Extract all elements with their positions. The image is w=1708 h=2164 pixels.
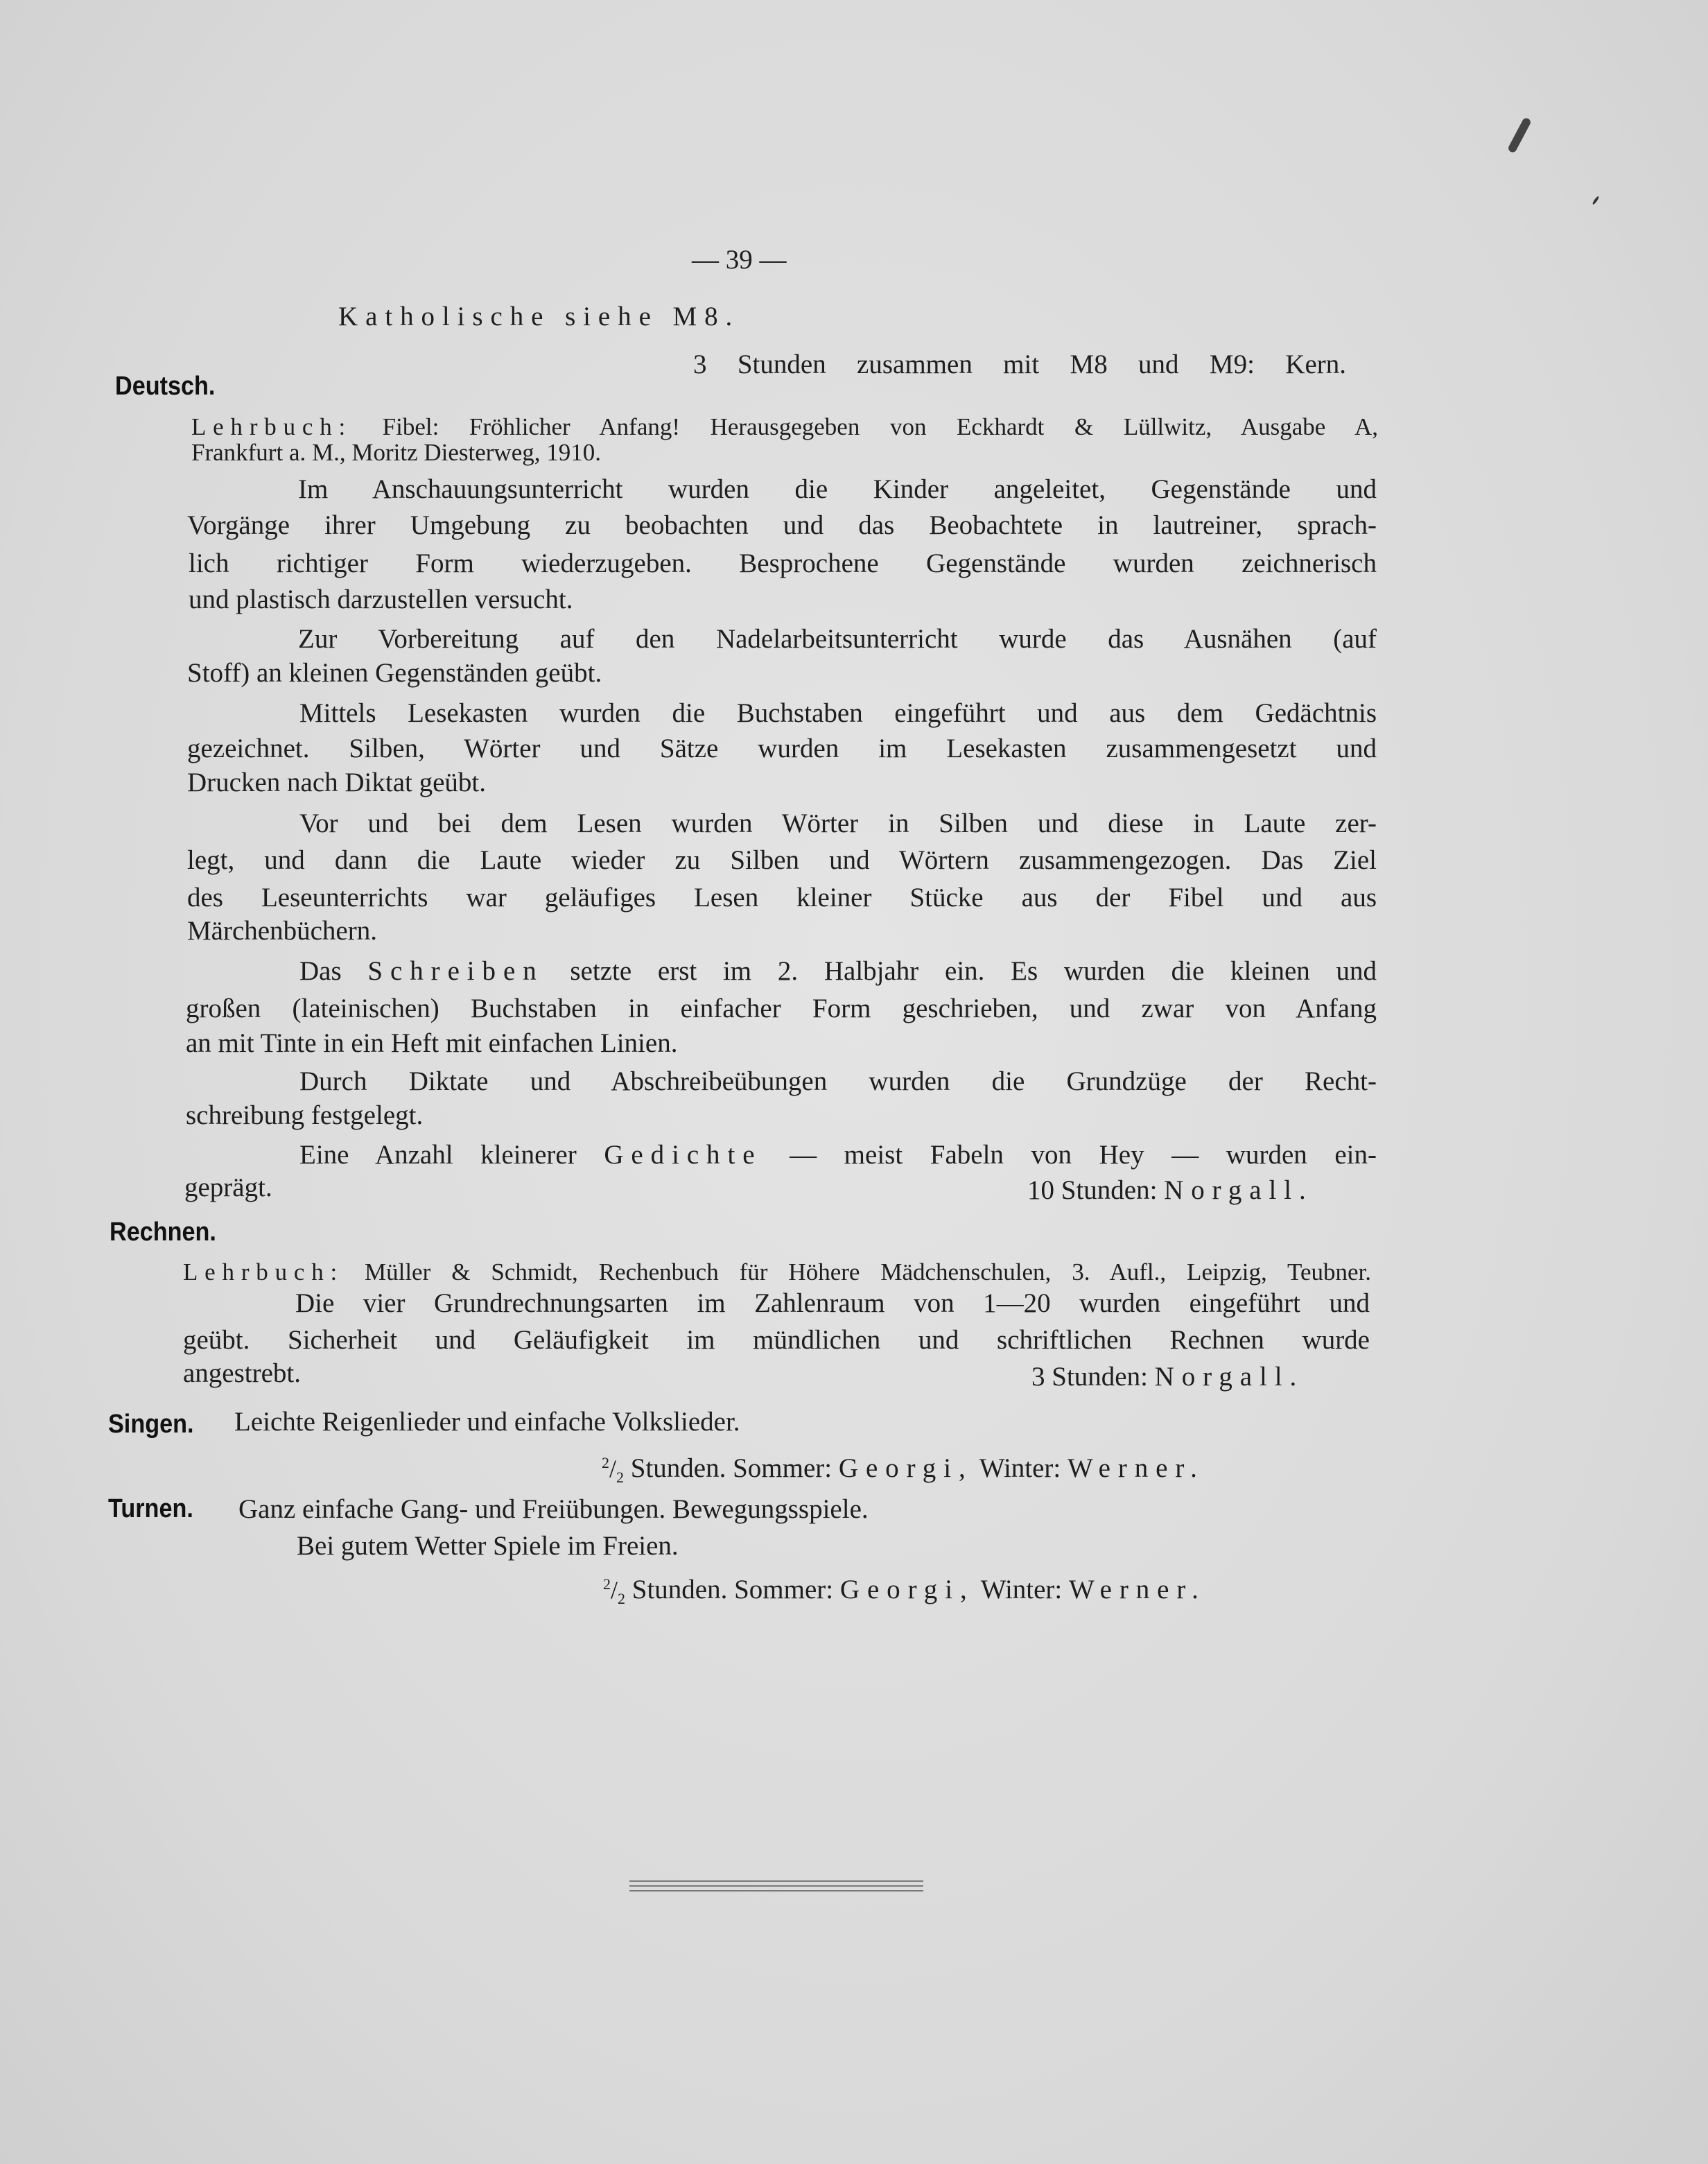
schreiben-pre: Das [299,956,342,986]
deutsch-line: gezeichnet. Silben, Wörter und Sätze wurden im Lesekasten zusammengesetzt und [187,734,1377,763]
deutsch-line: Zur Vorbereitung auf den Nadelarbeitsunterricht wurde das Ausnähen (auf [298,624,1377,654]
singen-fraction: $^2/_2$ [602,1454,625,1487]
deutsch-line: legt, und dann die Laute wieder zu Silben und Wörtern zusammengezogen. Das Ziel [187,845,1377,875]
deutsch-line: Märchenbüchern. [187,916,377,946]
intro-hours: 3 Stunden zusammen mit M8 und M9: Kern. [693,349,1346,379]
rechnen-line: geübt. Sicherheit und Geläufigkeit im mündlichen und schriftlichen Rechnen wurde [183,1325,1370,1355]
rechnen-lehrbuch-label: Lehrbuch: [183,1258,345,1286]
deutsch-line: Stoff) an kleinen Gegenständen geübt. [187,658,602,688]
deutsch-line: großen (lateinischen) Buchstaben in einfacher Form geschrieben, und zwar von Anfang [186,994,1377,1023]
rechnen-line: Die vier Grundrechnungsarten im Zahlenraum von 1—20 wurden eingeführt und [295,1288,1370,1318]
singen-hours-text: Stunden. Sommer: [630,1453,833,1483]
deutsch-schreiben-line [299,955,1377,987]
end-rule [629,1880,923,1882]
turnen-fraction: $^2/_2$ [603,1575,626,1608]
deutsch-line: Mittels Lesekasten wurden die Buchstaben eingeführt und aus dem Gedächtnis [299,698,1377,728]
singen-winter-label: Winter: [979,1453,1061,1483]
turnen-hours [603,1568,1206,1615]
singen-text: Leichte Reigenlieder und einfache Volkslieder. [234,1407,740,1437]
gedichte-pre: Eine Anzahl kleinerer [299,1140,577,1170]
intro-text: Katholische siehe M8. [338,302,740,331]
turnen-text-2: Bei gutem Wetter Spiele im Freien. [297,1531,679,1561]
turnen-teacher-winter: Werner. [1069,1575,1206,1604]
deutsch-last-line: geprägt. [184,1172,272,1202]
intro-line [338,301,740,333]
turnen-teacher-summer: Georgi, [839,1575,975,1604]
deutsch-line: Drucken nach Diktat geübt. [187,768,487,797]
deutsch-line: und plastisch darzustellen versucht. [189,585,573,614]
rechnen-teacher: Norgall. [1154,1362,1305,1392]
deutsch-line: lich richtiger Form wiederzugeben. Besprochene Gegenstände wurden zeichnerisch [189,548,1377,578]
turnen-text: Ganz einfache Gang- und Freiübungen. Bewegungsspiele. [238,1494,869,1524]
deutsch-line: Im Anschauungsunterricht wurden die Kinder angeleitet, Gegenstände und [298,474,1377,504]
singen-hours [602,1447,1205,1494]
deutsch-line: Vor und bei dem Lesen wurden Wörter in Silben und diese in Laute zer- [299,808,1377,838]
rechnen-line: angestrebt. [183,1358,302,1388]
deutsch-line: Vorgänge ihrer Umgebung zu beobachten und das Beobachtete in lautreiner, sprach- [187,510,1377,540]
schreiben-word: Schreiben [367,956,544,986]
section-heading-turnen: Turnen. [108,1494,193,1523]
rechnen-hours [1031,1361,1304,1393]
deutsch-line: an mit Tinte in ein Heft mit einfachen Linien. [186,1028,678,1058]
singen-teacher-winter: Werner. [1068,1453,1205,1483]
deutsch-line: des Leseunterrichts war geläufiges Lesen kleiner Stücke aus der Fibel und aus [187,883,1377,912]
singen-teacher-summer: Georgi, [838,1453,973,1483]
deutsch-lehrbuch-line-2: Frankfurt a. M., Moritz Diesterweg, 1910. [191,439,601,466]
scan-mark [1592,196,1599,205]
end-rule [629,1885,923,1887]
scan-mark [1507,116,1532,153]
section-heading-deutsch: Deutsch. [115,372,216,401]
deutsch-lehrbuch-label: Lehrbuch: [191,413,353,440]
rechnen-hours-text: 3 Stunden: [1031,1362,1148,1392]
page-number: — 39 — [692,245,787,275]
deutsch-gedichte-line [299,1139,1377,1171]
turnen-winter-label: Winter: [980,1575,1063,1604]
rechnen-lehrbuch-line [183,1256,1371,1288]
section-heading-singen: Singen. [108,1410,194,1439]
deutsch-hours [1027,1175,1314,1206]
turnen-hours-text: Stunden. Sommer: [631,1575,834,1604]
deutsch-hours-text: 10 Stunden: [1027,1175,1158,1205]
deutsch-lehrbuch-text: Fibel: Fröhlicher Anfang! Herausgegeben von Eckhardt & Lüllwitz, Ausgabe A, [382,413,1378,440]
deutsch-line: schreibung festgelegt. [186,1100,424,1130]
rechnen-lehrbuch-text: Müller & Schmidt, Rechenbuch für Höhere Mädchenschulen, 3. Aufl., Leipzig, Teubner. [364,1258,1372,1286]
schreiben-post: setzte erst im 2. Halbjahr ein. Es wurden die kleinen und [570,956,1377,986]
section-heading-rechnen: Rechnen. [110,1218,216,1247]
deutsch-teacher: Norgall. [1164,1175,1314,1205]
gedichte-word: Gedichte [604,1140,762,1170]
deutsch-line: Durch Diktate und Abschreibeübungen wurden die Grundzüge der Recht- [299,1066,1377,1096]
gedichte-post: — meist Fabeln von Hey — wurden ein- [790,1140,1377,1170]
end-rule [629,1890,923,1892]
